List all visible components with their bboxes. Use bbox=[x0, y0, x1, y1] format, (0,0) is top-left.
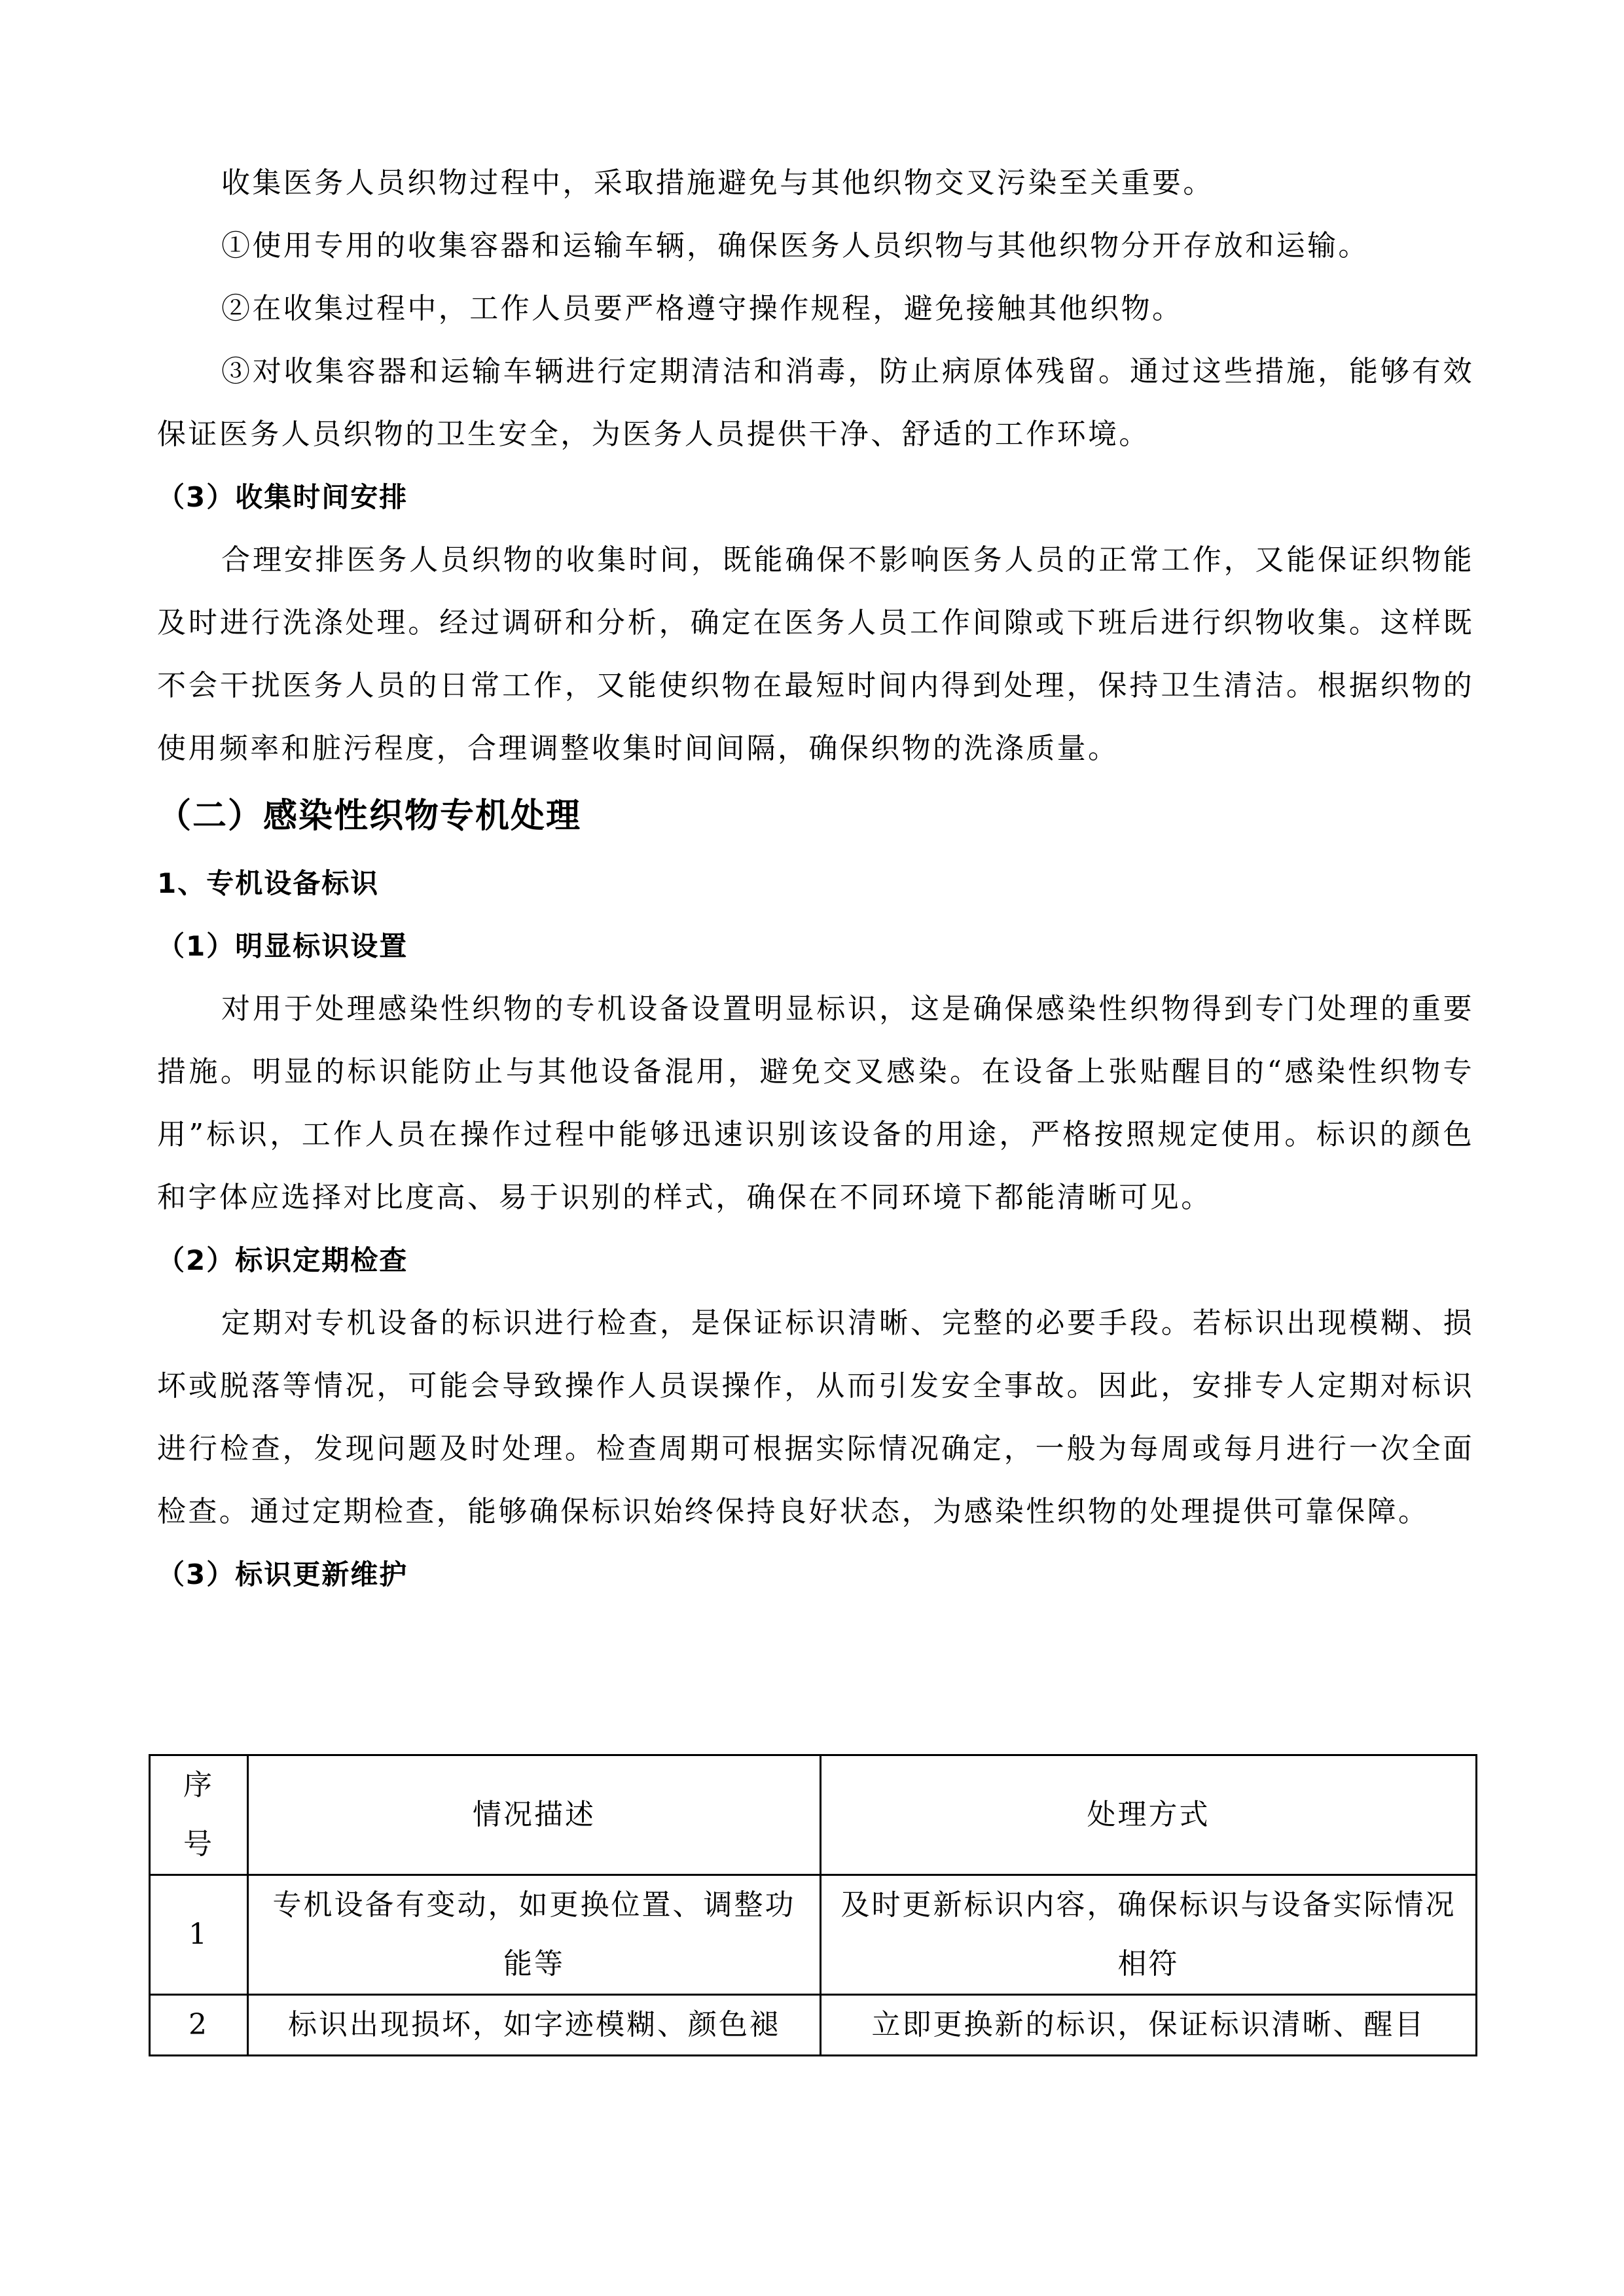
paragraph-measure-3: ③对收集容器和运输车辆进行定期清洁和消毒，防止病原体残留。通过这些措施，能够有效保证医务人员织物的卫生安全，为医务人员提供干净、舒适的工作环境。 bbox=[157, 355, 1474, 451]
cell-situation: 专机设备有变动，如更换位置、调整功能等 bbox=[248, 1875, 821, 1995]
label-maintenance-table bbox=[149, 1754, 1477, 2056]
cell-serial: 2 bbox=[150, 1995, 248, 2056]
heading-visible-labels: （1）明显标识设置 bbox=[157, 930, 408, 962]
paragraph-cross-contamination-intro: 收集医务人员织物过程中，采取措施避免与其他织物交叉污染至关重要。 bbox=[221, 166, 1214, 200]
paragraph-periodic-label-inspection: 定期对专机设备的标识进行检查，是保证标识清晰、完整的必要手段。若标识出现模糊、损坏或脱落等情况，可能会导致操作人员误操作，从而引发安全事故。因此，安排专人定期对标识进行检查，发现问题及时处理。检查周期可根据实际情况确定，一般为每周或每月进行一次全面检查。通过定期检查，能够确保标识始终保持良好状态，为感染性织物的处理提供可靠保障。 bbox=[157, 1306, 1474, 1528]
table-row bbox=[150, 1875, 1477, 1995]
paragraph-measure-1: ①使用专用的收集容器和运输车辆，确保医务人员织物与其他织物分开存放和运输。 bbox=[221, 229, 1369, 262]
paragraph-visible-labels: 对用于处理感染性织物的专机设备设置明显标识，这是确保感染性织物得到专门处理的重要措施。明显的标识能防止与其他设备混用，避免交叉感染。在设备上张贴醒目的“感染性织物专用”标识，工作人员在操作过程中能够迅速识别该设备的用途，严格按照规定使用。标识的颜色和字体应选择对比度高、易于识别的样式，确保在不同环境下都能清晰可见。 bbox=[157, 992, 1474, 1214]
heading-dedicated-equipment-labeling: 1、专机设备标识 bbox=[157, 867, 380, 899]
cell-action: 及时更新标识内容，确保标识与设备实际情况相符 bbox=[821, 1875, 1477, 1995]
header-action: 处理方式 bbox=[821, 1755, 1477, 1875]
table-header-row bbox=[150, 1755, 1477, 1875]
paragraph-collection-schedule: 合理安排医务人员织物的收集时间，既能确保不影响医务人员的正常工作，又能保证织物能及时进行洗涤处理。经过调研和分析，确定在医务人员工作间隙或下班后进行织物收集。这样既不会干扰医务人员的日常工作，又能使织物在最短时间内得到处理，保持卫生清洁。根据织物的使用频率和脏污程度，合理调整收集时间间隔，确保织物的洗涤质量。 bbox=[157, 543, 1474, 765]
header-situation: 情况描述 bbox=[248, 1755, 821, 1875]
header-serial-number: 序号 bbox=[150, 1755, 248, 1875]
cell-situation: 标识出现损坏，如字迹模糊、颜色褪 bbox=[248, 1995, 821, 2056]
cell-serial: 1 bbox=[150, 1875, 248, 1995]
cell-action: 立即更换新的标识，保证标识清晰、醒目 bbox=[821, 1995, 1477, 2056]
heading-infectious-textile-dedicated-machine: （二）感染性织物专机处理 bbox=[157, 797, 582, 836]
heading-collection-schedule: （3）收集时间安排 bbox=[157, 481, 408, 513]
heading-label-update-maintenance: （3）标识更新维护 bbox=[157, 1558, 408, 1590]
table-row bbox=[150, 1995, 1477, 2056]
heading-periodic-label-inspection: （2）标识定期检查 bbox=[157, 1244, 408, 1276]
document-body bbox=[157, 152, 1474, 1606]
paragraph-measure-2: ②在收集过程中，工作人员要严格遵守操作规程，避免接触其他织物。 bbox=[221, 292, 1183, 325]
